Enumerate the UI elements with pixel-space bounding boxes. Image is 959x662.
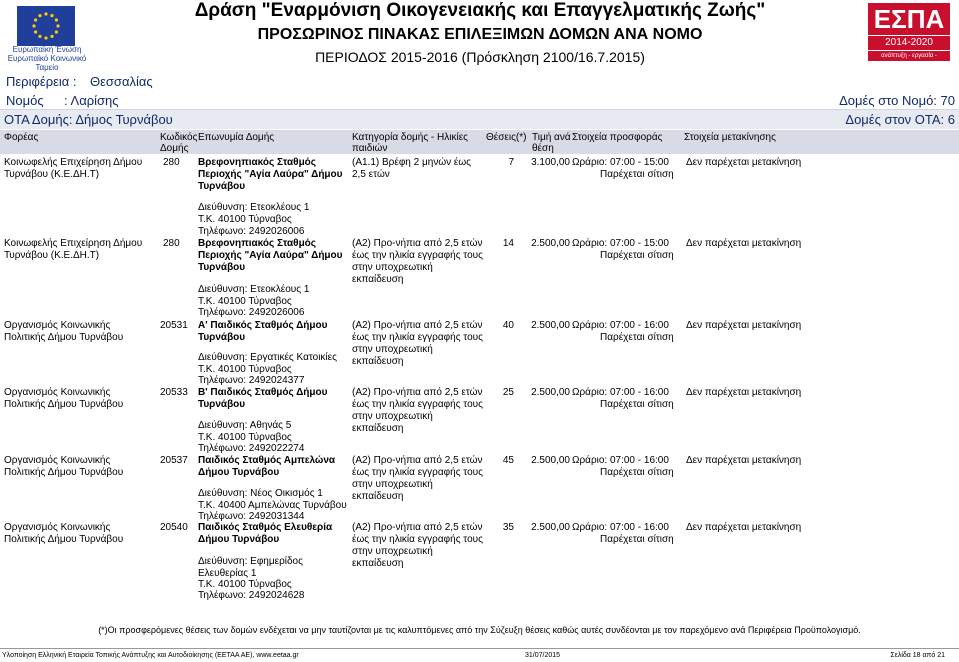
espa-logo <box>868 3 950 69</box>
document-subtitle: ΠΡΟΣΩΡΙΝΟΣ ΠΙΝΑΚΑΣ ΕΠΙΛΕΞΙΜΩΝ ΔΟΜΩΝ ΑΝΑ ΝΟΜΟ <box>257 26 703 43</box>
col-header-metakinisi: Στοιχεία μετακίνησης <box>684 132 776 143</box>
row-metakinisi: Δεν παρέχεται μετακίνηση <box>686 387 802 398</box>
region-label: Περιφέρεια : <box>6 74 77 89</box>
row-foreas: Οργανισμός Κοινωνικής Πολιτικής Δήμου Τυρνάβου <box>4 522 124 545</box>
row-katigoria: (Α2) Προ-νήπια από 2,5 ετών έως την ηλικία εγγραφής τους στην υποχρεωτική εκπαίδευση <box>352 455 483 502</box>
row-kodikos: 280 <box>163 238 180 249</box>
row-sitisi: Παρέχεται σίτιση <box>600 250 674 261</box>
row-orario: Ωράριο: 07:00 - 16:00 <box>572 455 669 466</box>
row-theseis: 25 <box>502 387 514 398</box>
row-theseis: 40 <box>502 320 514 331</box>
row-foreas: Κοινωφελής Επιχείρηση Δήμου Τυρνάβου (Κ.Ε.ΔΗ.Τ) <box>4 238 143 261</box>
document-header <box>180 0 780 66</box>
row-name: Βρεφονηπιακός Σταθμός Περιοχής "Αγία Λαύρα" Δήμου Τυρνάβου <box>198 238 343 273</box>
row-theseis: 35 <box>502 522 514 533</box>
col-header-eponymia: Επωνυμία Δομής <box>198 132 275 143</box>
row-phone: Τηλέφωνο: 2492026006 <box>198 226 305 237</box>
footer-note: (*)Οι προσφερόμενες θέσεις των δομών ενδέχεται να μην ταυτίζονται με τις καλυπτόμενες από την Σύζευξη θέσεις καθώς αυτές συνδέονται με τον παρεχόμενο ανά Περιφέρεια Προϋπολογισμό. <box>98 625 861 635</box>
row-name: Α' Παιδικός Σταθμός Δήμου Τυρνάβου <box>198 320 328 343</box>
row-tk: Τ.Κ. 40100 Τύρναβος <box>198 364 292 375</box>
row-kodikos: 20531 <box>160 320 188 331</box>
row-metakinisi: Δεν παρέχεται μετακίνηση <box>686 238 802 249</box>
row-orario: Ωράριο: 07:00 - 16:00 <box>572 387 669 398</box>
row-katigoria: (Α2) Προ-νήπια από 2,5 ετών έως την ηλικία εγγραφής τους στην υποχρεωτική εκπαίδευση <box>352 320 483 367</box>
row-tk: Τ.Κ. 40100 Τύρναβος <box>198 214 292 225</box>
footer-org: Υλοποίηση Ελληνική Εταιρεία Τοπικής Ανάπτυξης και Αυτοδιοίκησης (ΕΕΤΑΑ ΑΕ), www.eetaa.gr <box>2 652 299 659</box>
row-orario: Ωράριο: 07:00 - 16:00 <box>572 522 669 533</box>
row-theseis: 14 <box>502 238 514 249</box>
col-header-stoixeia: Στοιχεία προσφοράς <box>572 132 663 143</box>
row-timi: 2.500,00 <box>531 522 570 533</box>
row-name: Παιδικός Σταθμός Ελευθερία Δήμου Τυρνάβου <box>198 522 333 545</box>
row-phone: Τηλέφωνο: 2492031344 <box>198 511 305 522</box>
row-sitisi: Παρέχεται σίτιση <box>600 399 674 410</box>
row-theseis: 45 <box>502 455 514 466</box>
row-katigoria: (Α1.1) Βρέφη 2 μηνών έως 2,5 ετών <box>352 157 471 180</box>
row-sitisi: Παρέχεται σίτιση <box>600 467 674 478</box>
ota-count: Δομές στον ΟΤΑ: 6 <box>845 112 955 127</box>
row-name: Β' Παιδικός Σταθμός Δήμου Τυρνάβου <box>198 387 328 410</box>
row-address: Διεύθυνση: Εφημερίδος Ελευθερίας 1 <box>198 556 303 579</box>
region-value: Θεσσαλίας <box>90 74 153 89</box>
row-timi: 2.500,00 <box>531 387 570 398</box>
row-kodikos: 20540 <box>160 522 188 533</box>
row-address: Διεύθυνση: Ετεοκλέους 1 <box>198 284 310 295</box>
row-kodikos: 20537 <box>160 455 188 466</box>
col-header-theseis: Θέσεις(*) <box>486 132 527 143</box>
col-header-timi: Τιμή ανά θέση <box>532 132 571 154</box>
row-address: Διεύθυνση: Νέος Οικισμός 1 <box>198 488 323 499</box>
row-name: Παιδικός Σταθμός Αμπελώνα Δήμου Τυρνάβου <box>198 455 336 478</box>
col-header-foreas: Φορέας <box>4 132 39 143</box>
ota-label: ΟΤΑ Δομής: Δήμος Τυρνάβου <box>4 112 173 127</box>
row-foreas: Οργανισμός Κοινωνικής Πολιτικής Δήμου Τυρνάβου <box>4 387 124 410</box>
col-header-kodikos: Κωδικός Δομής <box>160 132 198 154</box>
document-title: Δράση "Εναρμόνιση Οικογενειακής και Επαγγελματικής Ζωής" <box>194 0 766 21</box>
espa-logo-tagline: ανάπτυξη - εργασία - αλληλεγγύη <box>868 51 950 61</box>
row-foreas: Οργανισμός Κοινωνικής Πολιτικής Δήμου Τυρνάβου <box>4 455 124 478</box>
row-foreas: Κοινωφελής Επιχείρηση Δήμου Τυρνάβου (Κ.Ε.ΔΗ.Τ) <box>4 157 143 180</box>
row-kodikos: 20533 <box>160 387 188 398</box>
nomos-count: Δομές στο Νομό: 70 <box>839 93 955 108</box>
row-katigoria: (Α2) Προ-νήπια από 2,5 ετών έως την ηλικία εγγραφής τους στην υποχρεωτική εκπαίδευση <box>352 522 483 569</box>
row-kodikos: 280 <box>163 157 180 168</box>
row-timi: 3.100,00 <box>531 157 570 168</box>
row-tk: Τ.Κ. 40100 Τύρναβος <box>198 579 292 590</box>
row-tk: Τ.Κ. 40100 Τύρναβος <box>198 432 292 443</box>
col-header-katigoria: Κατηγορία δομής - Ηλικίες παιδιών <box>352 132 468 154</box>
row-metakinisi: Δεν παρέχεται μετακίνηση <box>686 320 802 331</box>
row-tk: Τ.Κ. 40100 Τύρναβος <box>198 296 292 307</box>
row-sitisi: Παρέχεται σίτιση <box>600 332 674 343</box>
row-katigoria: (Α2) Προ-νήπια από 2,5 ετών έως την ηλικία εγγραφής τους στην υποχρεωτική εκπαίδευση <box>352 387 483 434</box>
eu-logo-text: Ευρωπαϊκή Ένωση Ευρωπαϊκό Κοινωνικό Ταμείο <box>7 45 87 72</box>
row-metakinisi: Δεν παρέχεται μετακίνηση <box>686 522 802 533</box>
espa-logo-main: ΕΣΠΑ <box>868 3 950 35</box>
row-address: Διεύθυνση: Αθηνάς 5 <box>198 420 292 431</box>
footer <box>0 650 959 662</box>
row-tk: Τ.Κ. 40400 Αμπελώνας Τυρνάβου <box>198 500 347 511</box>
row-sitisi: Παρέχεται σίτιση <box>600 169 674 180</box>
row-phone: Τηλέφωνο: 2492024377 <box>198 375 305 386</box>
nomos-label: Νομός <box>6 93 44 108</box>
nomos-value: : Λαρίσης <box>64 93 119 108</box>
row-name: Βρεφονηπιακός Σταθμός Περιοχής "Αγία Λαύρα" Δήμου Τυρνάβου <box>198 157 343 192</box>
footer-page: Σελίδα 18 από 21 <box>890 652 945 659</box>
row-metakinisi: Δεν παρέχεται μετακίνηση <box>686 455 802 466</box>
row-timi: 2.500,00 <box>531 238 570 249</box>
row-orario: Ωράριο: 07:00 - 15:00 <box>572 157 669 168</box>
row-phone: Τηλέφωνο: 2492022274 <box>198 443 305 454</box>
row-metakinisi: Δεν παρέχεται μετακίνηση <box>686 157 802 168</box>
eu-flag-icon <box>17 6 75 46</box>
row-timi: 2.500,00 <box>531 320 570 331</box>
row-orario: Ωράριο: 07:00 - 16:00 <box>572 320 669 331</box>
row-address: Διεύθυνση: Ετεοκλέους 1 <box>198 202 310 213</box>
footer-divider <box>0 648 959 649</box>
row-address: Διεύθυνση: Εργατικές Κατοικίες <box>198 352 337 363</box>
row-timi: 2.500,00 <box>531 455 570 466</box>
row-phone: Τηλέφωνο: 2492026006 <box>198 307 305 318</box>
row-phone: Τηλέφωνο: 2492024628 <box>198 590 305 601</box>
row-foreas: Οργανισμός Κοινωνικής Πολιτικής Δήμου Τυρνάβου <box>4 320 124 343</box>
row-theseis: 7 <box>508 157 514 168</box>
eu-logo <box>4 2 90 72</box>
ota-bar <box>0 109 959 129</box>
row-katigoria: (Α2) Προ-νήπια από 2,5 ετών έως την ηλικία εγγραφής τους στην υποχρεωτική εκπαίδευση <box>352 238 483 285</box>
row-sitisi: Παρέχεται σίτιση <box>600 534 674 545</box>
row-orario: Ωράριο: 07:00 - 15:00 <box>572 238 669 249</box>
document-period: ΠΕΡΙΟΔΟΣ 2015-2016 (Πρόσκληση 2100/16.7.2015) <box>315 49 645 65</box>
espa-logo-years: 2014-2020 <box>868 36 950 50</box>
footer-date: 31/07/2015 <box>525 652 561 659</box>
